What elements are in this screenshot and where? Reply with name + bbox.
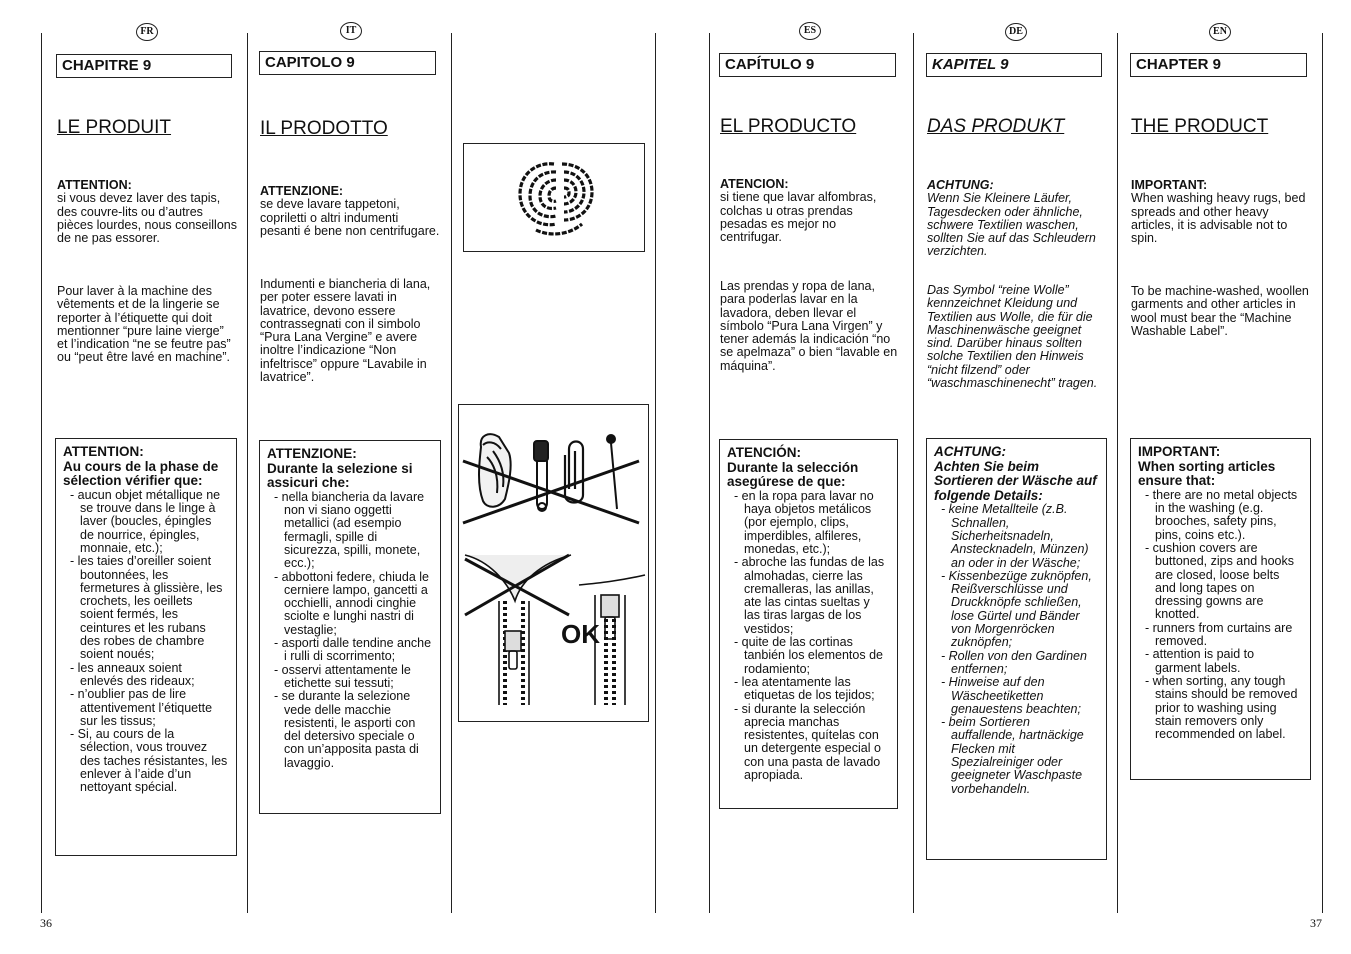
checklist-item: - Si, au cours de la sélection, vous trouvez des taches résistantes, les enlever à l’aide d’un nettoyant spécial. [63,728,228,794]
column-divider [41,33,42,913]
checklist-heading: IMPORTANT: When sorting articles ensure that: [1138,444,1276,489]
wool-symbol-figure [463,143,645,252]
page-number-left: 36 [40,916,52,930]
warning-label: ATENCION: [720,177,789,191]
prohibited-items-illustration [459,405,648,721]
checklist-item: - en la ropa para lavar no haya objetos metálicos (por ejemplo, clips, imperdibles, alfileres, monedas, etc.); [727,490,889,556]
warning-note-it [260,185,440,238]
checklist-item: - cushion covers are buttoned, zips and hooks are closed, loose belts and long tapes on dressing gowns are knotted. [1138,542,1302,622]
checklist-item: - there are no metal objects in the washing (e.g. brooches, safety pins, pins, coins etc.). [1138,489,1302,542]
section-title-fr: LE PRODUIT [57,117,172,138]
warning-text: When washing heavy rugs, bed spreads and other heavy articles, it is advisable not to spin. [1131,191,1306,246]
chapter-heading-es: CAPÍTULO 9 [719,53,896,77]
column-divider [913,33,914,913]
ok-label: OK [561,619,600,649]
warning-note-en [1131,179,1311,245]
warning-label: ATTENZIONE: [260,184,344,198]
page-gutter [655,33,656,913]
brooch-icon [479,434,511,507]
page-gutter [709,33,710,913]
warning-label: ACHTUNG: [927,178,994,192]
checklist-item: - les taies d’oreiller soient boutonnées, les fermetures à glissière, les crochets, les oeillets soient fermés, les ceintures et les rubans des robes de chambre soient noués; [63,555,228,661]
checklist-item: - si durante la selección aprecia manchas resistentes, quítelas con un detergente especial o con una pasta de lavado apropiada. [727,703,889,783]
checklist-item: - asporti dalle tendine anche i rulli di scorrimento; [267,637,432,664]
warning-label: IMPORTANT: [1131,178,1208,192]
checklist-item: - keine Metallteile (z.B. Schnallen, Sicherheitsnadeln, Anstecknadeln, Münzen) an oder in der Wäsche; [934,503,1098,569]
checklist-item: - quite de las cortinas tanbién los elementos de rodamiento; [727,636,889,676]
checklist-item: - abroche las fundas de las almohadas, cierre las cremalleras, las anillas, ate las cintas sueltas y las tiras largas de los vestidos; [727,556,889,636]
wool-paragraph-en: To be machine-washed, woollen garments and other articles in wool must bear the “Machine Washable Label”. [1131,284,1309,338]
checklist-item: - Kissenbezüge zuknöpfen, Reißverschlüsse und Druckknöpfe schließen, lose Gürtel und Bänder von Morgenröcken zuknöpfen; [934,570,1098,650]
page-number-right: 37 [1310,916,1322,930]
checklist-item: - osservi attentamente le etichette sui tessuti; [267,664,432,691]
checklist-item: - nella biancheria da lavare non vi siano oggetti metallici (ad esempio fermagli, spille di sicurezza, spilli, monete, ecc.); [267,491,432,571]
checklist-item: - runners from curtains are removed. [1138,622,1302,649]
selection-checklist-es [719,439,898,809]
chapter-heading-en: CHAPTER 9 [1130,53,1307,77]
selection-checklist-en [1130,438,1311,780]
checklist-item: - Rollen von den Gardinen entfernen; [934,650,1098,677]
warning-text: si tiene que lavar alfombras, colchas u otras prendas pesadas es mejor no centrifugar. [720,190,877,245]
warning-label: ATTENTION: [57,178,132,192]
column-divider [1117,33,1118,913]
wool-paragraph-it: Indumenti e biancheria di lana, per poter essere lavati in lavatrice, devono essere contrassegnati con il simbolo “Pura Lana Vergine” e avere inoltre l’indicazione “Non infeltrisce” oppure “Lavabile in lavatrice”. [260,277,431,385]
column-divider [1322,33,1323,913]
section-title-it: IL PRODOTTO [260,118,388,139]
checklist-item: - n’oublier pas de lire attentivement l’étiquette sur les tissus; [63,688,228,728]
column-divider [451,33,452,913]
language-badge-fr: FR [136,23,158,41]
warning-note-es [720,178,900,244]
checklist-item: - lea atentamente las etiquetas de los tejidos; [727,676,889,703]
wool-paragraph-fr: Pour laver à la machine des vêtements et de la lingerie se reporter à l’étiquette qui doit mentionner “pure laine vierge” et l’indication “ne se feutre pas” ou “peut être lavé en machine”. [57,284,231,365]
warning-note-fr [57,179,237,245]
selection-checklist-de [926,438,1107,860]
checklist-item: - when sorting, any tough stains should be removed prior to washing using stain removers only recommended on label. [1138,675,1302,741]
language-badge-en: EN [1209,23,1231,41]
wool-paragraph-de: Das Symbol “reine Wolle” kennzeichnet Kleidung und Textilien aus Wolle, die für die Maschinenwäsche geeignet sind. Darüber hinaus sollten solche Textilien den Hinweis “nicht filzend” oder “waschmaschinenecht” tragen. [927,283,1098,391]
checklist-item: - aucun objet métallique ne se trouve dans le linge à laver (boucles, épingles de nourrice, épingles, monnaie, etc.); [63,489,228,555]
language-badge-es: ES [799,22,821,40]
checklist-heading: ACHTUNG: Achten Sie beim Sortieren der Wäsche auf folgende Details: [934,444,1097,503]
checklist-item: - se durante la selezione vede delle macchie resistenti, le asporti con del detersivo speciale o con un’apposita pasta di lavaggio. [267,690,432,770]
language-badge-de: DE [1005,23,1027,41]
warning-text: Wenn Sie Kleinere Läufer, Tagesdecken oder ähnliche, schwere Textilien waschen, sollten Sie auf das Schleudern verzichten. [927,191,1096,259]
checklist-item: - beim Sortieren auffallende, hartnäckige Flecken mit Spezialreiniger oder geeigneter Waschpaste vorbehandeln. [934,716,1098,796]
warning-text: se deve lavare tappetoni, copriletti o altri indumenti pesanti é bene non centrifugare. [260,197,440,238]
chapter-heading-fr: CHAPITRE 9 [56,54,232,78]
safety-pin-icon [534,441,548,511]
warning-text: si vous devez laver des tapis, des couvre-lits ou d’autres pièces lourdes, nous conseillons de ne pas essorer. [57,191,237,246]
wool-mark-icon [464,144,644,251]
checklist-item: - les anneaux soient enlevés des rideaux; [63,662,228,689]
section-title-en: THE PRODUCT [1131,116,1269,137]
chapter-heading-it: CAPITOLO 9 [259,51,436,75]
checklist-heading: ATENCIÓN: Durante la selección asegúrese de que: [727,445,859,490]
open-zip-icon [465,555,571,705]
column-divider [247,33,248,913]
checklist-item: - Hinweise auf den Wäscheetiketten genauestens beachten; [934,676,1098,716]
checklist-item: - attention is paid to garment labels. [1138,648,1302,675]
section-title-es: EL PRODUCTO [720,116,857,137]
warning-note-de [927,179,1107,259]
selection-checklist-it [259,440,441,814]
selection-checklist-fr [55,438,237,856]
language-badge-it: IT [340,22,362,40]
checklist-item: - abbottoni federe, chiuda le cerniere lampo, gancetti a occhielli, annodi cinghie sciolte e lunghi nastri di vestaglie; [267,571,432,637]
prohibited-items-figure [458,404,649,722]
checklist-heading: ATTENZIONE: Durante la selezione si assicuri che: [267,446,413,491]
wool-paragraph-es: Las prendas y ropa de lana, para poderlas lavar en la lavadora, deben llevar el símbolo “Pura Lana Virgen” y tener además la indicación “no se apelmaza” o bien “lavable en máquina”. [720,279,898,373]
checklist-heading: ATTENTION: Au cours de la phase de sélection vérifier que: [63,444,219,489]
chapter-heading-de: KAPITEL 9 [926,53,1102,77]
paper-clip-icon [565,442,583,503]
section-title-de: DAS PRODUKT [927,116,1065,137]
